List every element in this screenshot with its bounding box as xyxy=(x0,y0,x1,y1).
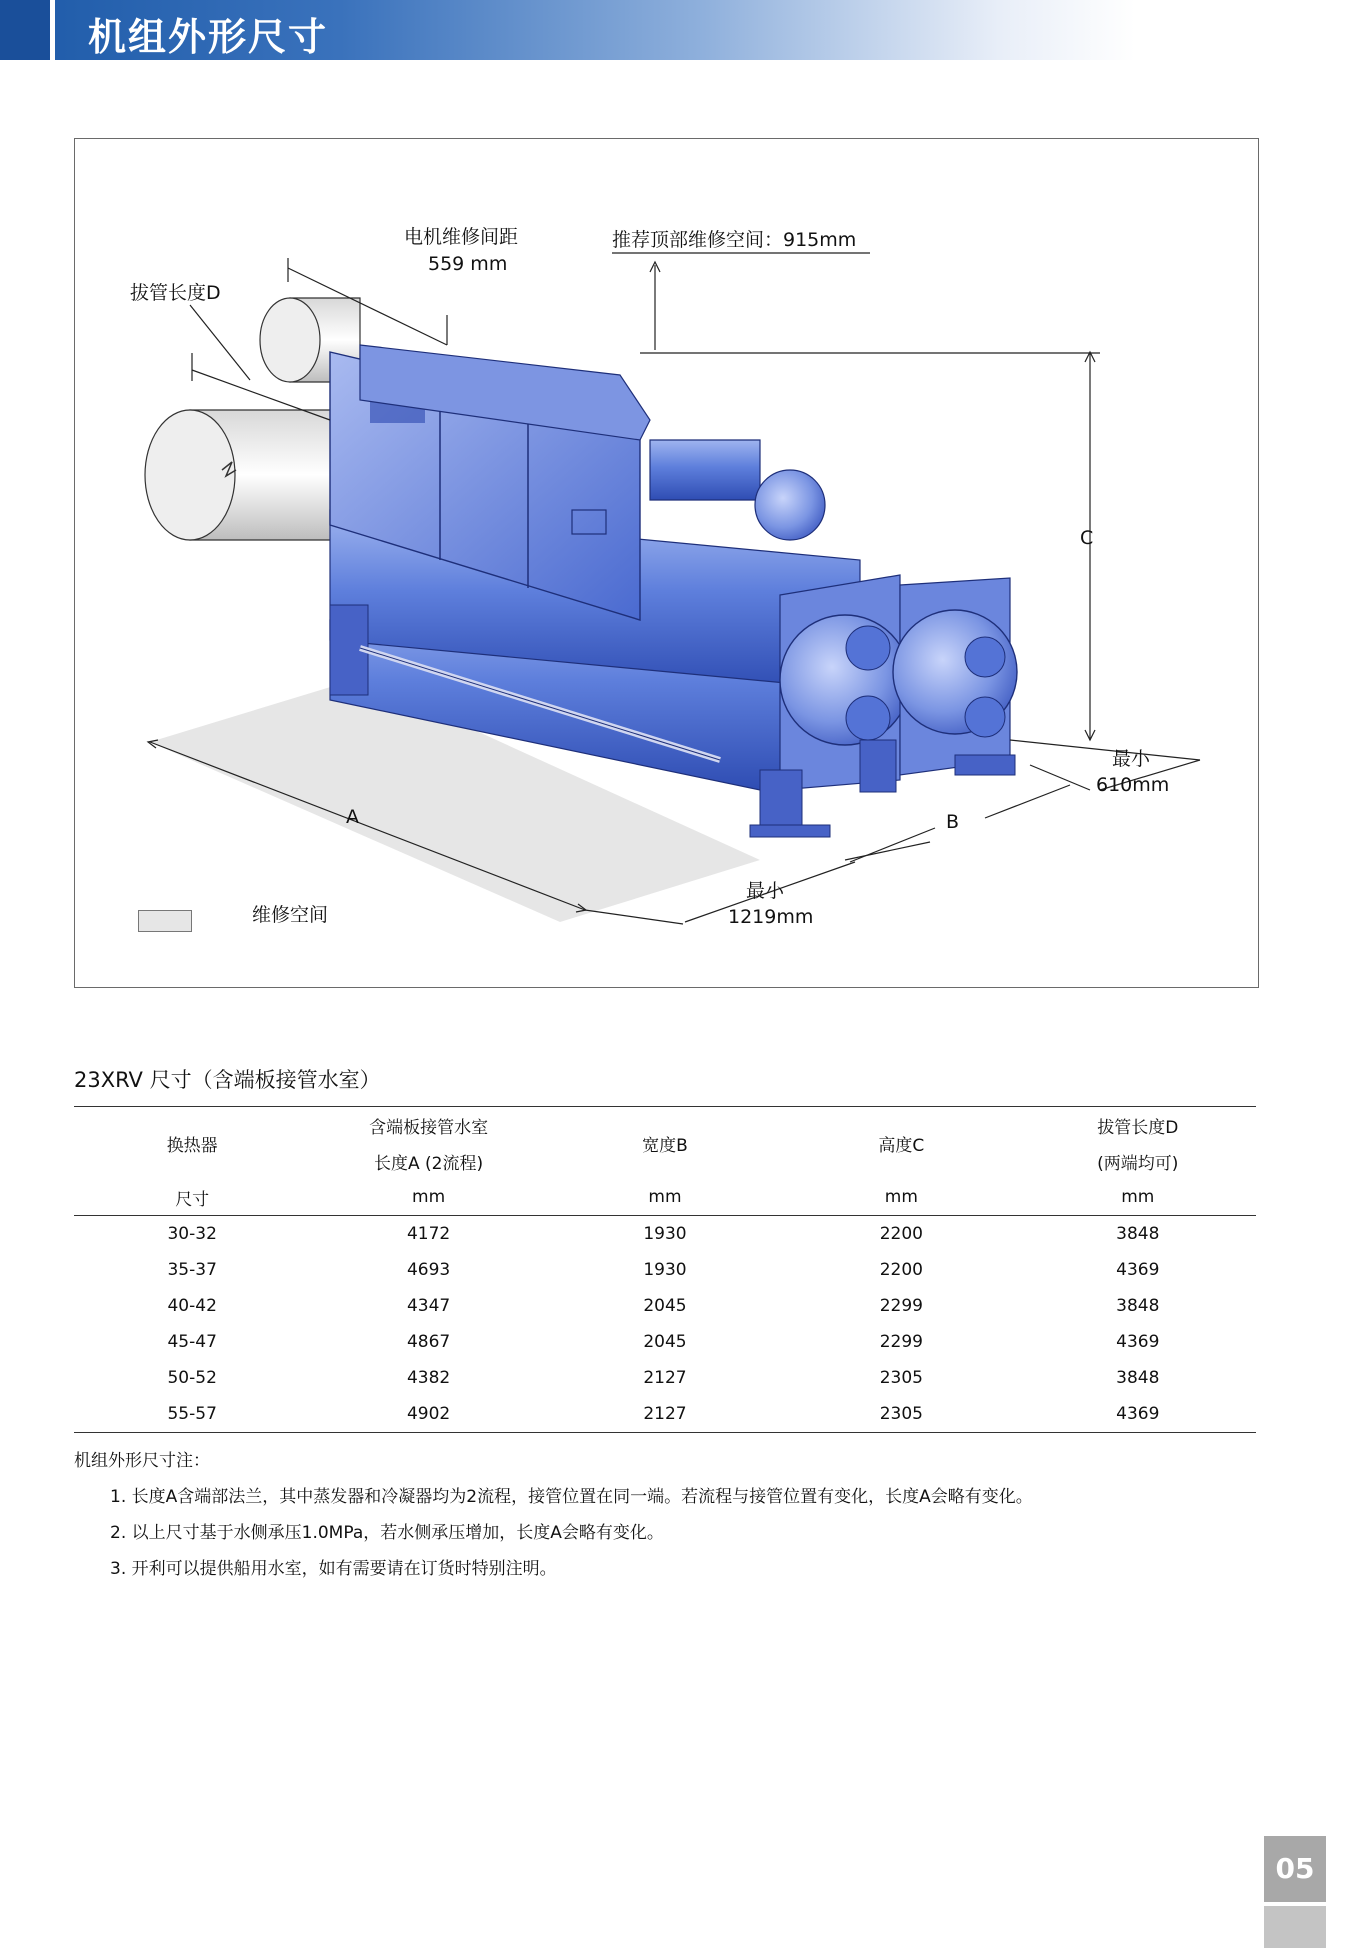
cell-height-c: 2200 xyxy=(879,1224,923,1244)
cell-height-c: 2305 xyxy=(879,1368,923,1388)
cell-tube-pull-d: 3848 xyxy=(1116,1368,1160,1388)
header-height-unit: mm xyxy=(783,1179,1019,1216)
page-title: 机组外形尺寸 xyxy=(88,15,329,59)
cell-height-c: 2299 xyxy=(879,1296,923,1316)
cell-width-b: 2045 xyxy=(643,1296,687,1316)
cell-length-a: 4172 xyxy=(406,1224,451,1244)
min-label-front: 最小 xyxy=(746,880,785,902)
min-label-side: 最小 xyxy=(1112,748,1151,770)
note-item: 3. 开利可以提供船用水室，如有需要请在订货时特别注明。 xyxy=(110,1559,557,1579)
header-length-a-line1: 含端板接管水室 xyxy=(310,1107,546,1144)
header-width-b: 宽度B xyxy=(547,1107,783,1180)
note-item: 2. 以上尺寸基于水侧承压1.0MPa，若水侧承压增加，长度A会略有变化。 xyxy=(110,1523,664,1543)
header-tube-pull-line1: 拔管长度D xyxy=(1020,1107,1256,1144)
cell-tube-pull-d: 3848 xyxy=(1116,1296,1160,1316)
header-tube-pull-unit: mm xyxy=(1020,1179,1256,1216)
top-service-label: 推荐顶部维修空间：915mm xyxy=(612,229,857,251)
cell-width-b: 2127 xyxy=(547,1396,783,1433)
height-c-label: C xyxy=(1080,527,1094,549)
cell-size: 40-42 xyxy=(167,1296,217,1316)
table-row xyxy=(74,1288,1256,1324)
cell-width-b: 1930 xyxy=(643,1224,687,1244)
dimension-table xyxy=(74,1106,1256,1433)
cell-tube-pull-d: 4369 xyxy=(1116,1260,1160,1280)
cell-length-a: 4382 xyxy=(406,1368,451,1388)
table-row xyxy=(74,1324,1256,1360)
cell-width-b: 2045 xyxy=(643,1332,687,1352)
motor-clearance-label: 电机维修间距 xyxy=(404,226,519,248)
motor-clearance-value: 559 mm xyxy=(428,253,508,275)
service-area-legend-swatch xyxy=(138,910,192,932)
header-exchanger: 换热器 xyxy=(74,1107,310,1180)
table-title: 23XRV 尺寸（含端板接管水室） xyxy=(74,1068,381,1092)
cell-size: 50-52 xyxy=(167,1368,217,1388)
cell-height-c: 2299 xyxy=(879,1332,923,1352)
cell-size: 30-32 xyxy=(167,1224,217,1244)
cell-length-a: 4347 xyxy=(406,1296,451,1316)
cell-width-b: 1930 xyxy=(643,1260,687,1280)
discharge-pipe xyxy=(650,440,760,500)
cell-tube-pull-d: 3848 xyxy=(1116,1224,1160,1244)
cell-size: 35-37 xyxy=(167,1260,217,1280)
table-row xyxy=(74,1396,1256,1433)
page-number: 05 xyxy=(1264,1836,1326,1902)
page-number-tab xyxy=(1264,1906,1326,1948)
note-item: 1. 长度A含端部法兰，其中蒸发器和冷凝器均为2流程，接管位置在同一端。若流程与接管位置有变化，长度A会略有变化。 xyxy=(110,1487,1033,1507)
tube-pull-label: 拔管长度D xyxy=(130,282,221,304)
cell-width-b: 2127 xyxy=(643,1368,687,1388)
header-tube-pull-line2: (两端均可) xyxy=(1097,1153,1179,1174)
table-row xyxy=(74,1360,1256,1396)
cell-length-a: 4693 xyxy=(406,1260,451,1280)
width-b-label: B xyxy=(946,811,960,833)
side-clearance-value: 610mm xyxy=(1096,774,1170,796)
front-clearance-value: 1219mm xyxy=(728,906,814,928)
header-size-unit: 尺寸 xyxy=(74,1179,310,1216)
cell-height-c: 2305 xyxy=(783,1396,1019,1433)
notes-title: 机组外形尺寸注： xyxy=(74,1451,210,1471)
cell-size: 45-47 xyxy=(167,1332,217,1352)
cell-height-c: 2200 xyxy=(879,1260,923,1280)
cell-size: 55-57 xyxy=(74,1396,310,1433)
table-row xyxy=(74,1252,1256,1288)
cell-length-a: 4867 xyxy=(406,1332,451,1352)
cell-tube-pull-d: 4369 xyxy=(1020,1396,1256,1433)
header-width-unit: mm xyxy=(547,1179,783,1216)
cell-tube-pull-d: 4369 xyxy=(1116,1332,1160,1352)
cell-length-a: 4902 xyxy=(310,1396,546,1433)
header-length-a-line2: 长度A (2流程) xyxy=(374,1153,484,1174)
header-length-unit: mm xyxy=(310,1179,546,1216)
header-height-c: 高度C xyxy=(783,1107,1019,1180)
table-row xyxy=(74,1216,1256,1253)
length-a-label: A xyxy=(346,806,359,828)
service-area-legend-label: 维修空间 xyxy=(252,904,329,926)
